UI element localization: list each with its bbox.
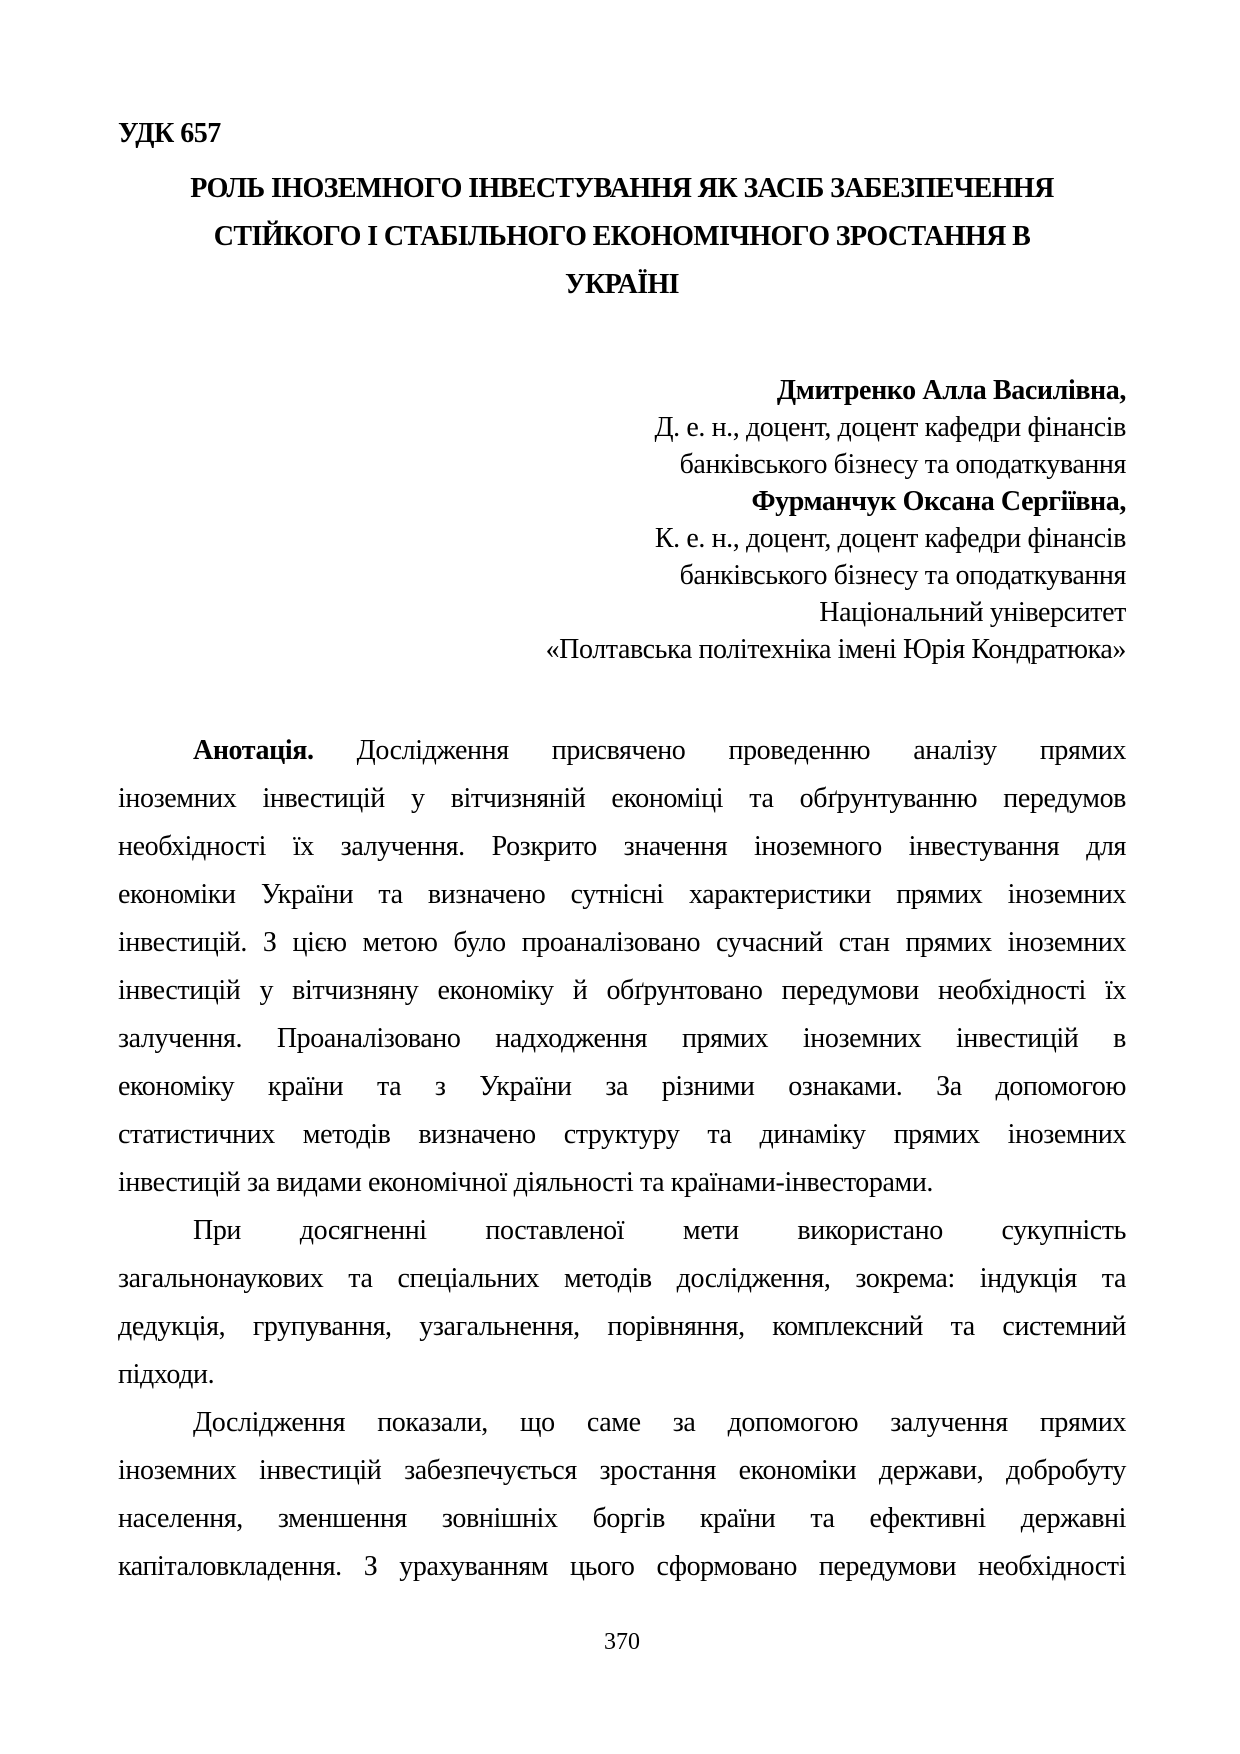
author-detail: К. е. н., доцент, доцент кафедри фінансів <box>654 523 1126 554</box>
abstract-line: інвестицій. З цією метою було проаналізовано сучасний стан прямих іноземних <box>118 927 1126 958</box>
abstract-line: економіки України та визначено сутнісні характеристики прямих іноземних <box>118 879 1126 910</box>
author-detail: банківського бізнесу та оподаткування <box>679 449 1126 480</box>
abstract-line: інвестицій у вітчизняну економіку й обґрунтовано передумови необхідності їх <box>118 975 1126 1006</box>
abstract-line: підходи. <box>118 1359 215 1390</box>
abstract-line: загальнонаукових та спеціальних методів дослідження, зокрема: індукція та <box>118 1263 1126 1294</box>
affiliation-line: «Полтавська політехніка імені Юрія Кондратюка» <box>545 634 1126 665</box>
abstract-line: економіку країни та з України за різними ознаками. За допомогою <box>118 1071 1126 1102</box>
abstract-text: Дослідження присвячено проведенню аналізу прямих <box>313 735 1126 766</box>
abstract-line: необхідності їх залучення. Розкрито значення іноземного інвестування для <box>118 831 1126 862</box>
affiliation-line: Національний університет <box>819 597 1126 628</box>
abstract-label: Анотація. <box>193 735 314 766</box>
authors-block <box>546 372 1126 668</box>
abstract-line: іноземних інвестицій у вітчизняній економіці та обґрунтуванню передумов <box>118 783 1126 814</box>
article-title <box>118 165 1126 309</box>
title-line: СТІЙКОГО І СТАБІЛЬНОГО ЕКОНОМІЧНОГО ЗРОСТАННЯ В <box>213 221 1031 252</box>
abstract-line: капіталовкладення. З урахуванням цього сформовано передумови необхідності <box>118 1551 1126 1582</box>
author-detail: банківського бізнесу та оподаткування <box>679 560 1126 591</box>
title-line: РОЛЬ ІНОЗЕМНОГО ІНВЕСТУВАННЯ ЯК ЗАСІБ ЗАБЕЗПЕЧЕННЯ <box>190 173 1054 204</box>
abstract-line: інвестицій за видами економічної діяльності та країнами-інвесторами. <box>118 1167 934 1198</box>
author-name: Дмитренко Алла Василівна, <box>776 375 1126 406</box>
abstract-line: залучення. Проаналізовано надходження прямих іноземних інвестицій в <box>118 1023 1126 1054</box>
title-line: УКРАЇНІ <box>565 269 679 300</box>
abstract-line <box>118 727 1126 775</box>
udk-code: УДК 657 <box>118 118 221 149</box>
author-name: Фурманчук Оксана Сергіївна, <box>751 486 1126 517</box>
page-number: 370 <box>604 1629 640 1655</box>
author-detail: Д. е. н., доцент, доцент кафедри фінансів <box>654 412 1126 443</box>
abstract-line: При досягненні поставленої мети використано сукупність <box>193 1215 1126 1246</box>
abstract-line: статистичних методів визначено структуру та динаміку прямих іноземних <box>118 1119 1126 1150</box>
abstract-line: Дослідження показали, що саме за допомогою залучення прямих <box>193 1407 1126 1438</box>
abstract <box>118 727 1126 1591</box>
abstract-line: дедукція, групування, узагальнення, порівняння, комплексний та системний <box>118 1311 1126 1342</box>
abstract-line: іноземних інвестицій забезпечується зростання економіки держави, добробуту <box>118 1455 1126 1486</box>
abstract-line: населення, зменшення зовнішніх боргів країни та ефективні державні <box>118 1503 1126 1534</box>
